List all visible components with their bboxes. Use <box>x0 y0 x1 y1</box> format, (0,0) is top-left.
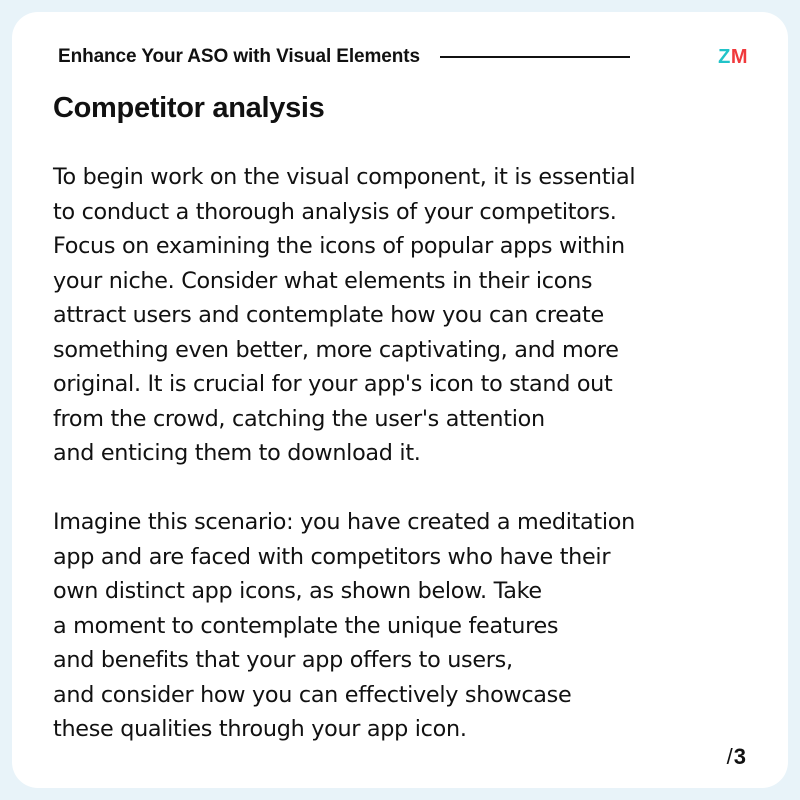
paragraph-line: own distinct app icons, as shown below. Take <box>53 578 542 604</box>
paragraph-2 <box>53 505 773 747</box>
zm-logo <box>718 44 748 70</box>
paragraph-line: from the crowd, catching the user's attention <box>53 405 545 432</box>
paragraph-line: To begin work on the visual component, it is essential <box>53 164 636 190</box>
header-title: Enhance Your ASO with Visual Elements <box>58 46 420 67</box>
paragraph-line: app and are faced with competitors who have their <box>53 543 611 570</box>
paragraph-line: Focus on examining the icons of popular apps within <box>53 233 625 259</box>
page-number-slash: / <box>726 744 733 769</box>
logo-letter-z: Z <box>718 46 731 68</box>
slide-card <box>12 12 788 788</box>
paragraph-line: original. It is crucial for your app's icon to stand out <box>53 371 613 397</box>
paragraph-line: and benefits that your app offers to users, <box>53 647 513 673</box>
body-text <box>53 160 773 747</box>
paragraph-line: these qualities through your app icon. <box>53 716 467 742</box>
header <box>58 43 748 71</box>
paragraph-line: a moment to contemplate the unique features <box>53 612 559 639</box>
logo-letter-m: M <box>730 46 748 68</box>
paragraph-1 <box>53 160 773 471</box>
paragraph-line: to conduct a thorough analysis of your competitors. <box>53 198 617 225</box>
page-title: Competitor analysis <box>53 92 325 124</box>
paragraph-line: your niche. Consider what elements in their icons <box>53 267 593 294</box>
header-divider-line <box>440 56 630 58</box>
paragraph-line: and consider how you can effectively showcase <box>53 681 572 708</box>
paragraph-line: something even better, more captivating, and more <box>53 336 619 363</box>
page-number <box>727 744 746 770</box>
page-number-value: 3 <box>733 744 746 769</box>
paragraph-line: Imagine this scenario: you have created a meditation <box>53 509 635 535</box>
paragraph-line: attract users and contemplate how you can create <box>53 302 604 328</box>
paragraph-line: and enticing them to download it. <box>53 440 421 466</box>
